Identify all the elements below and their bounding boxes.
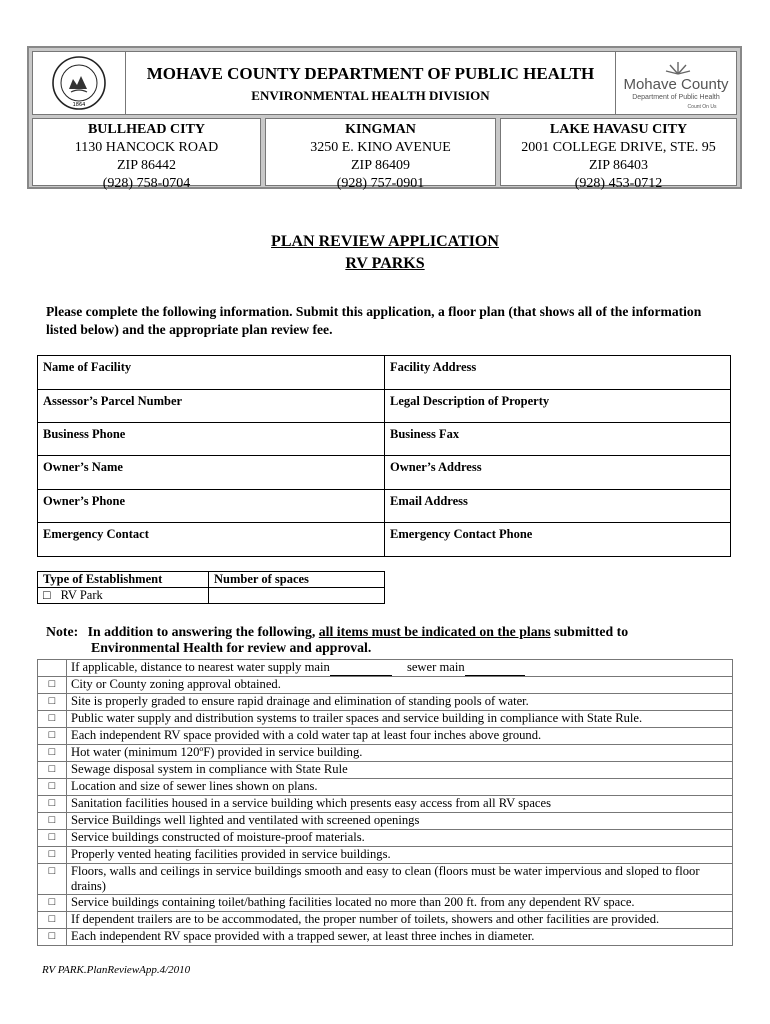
water-main-input[interactable] [330,660,392,676]
header-box [27,46,742,189]
field-parcel-number[interactable]: Assessor’s Parcel Number [38,390,385,423]
checklist-checkbox[interactable]: □ [38,711,67,728]
checklist-checkbox[interactable]: □ [38,779,67,796]
office-address: 3250 E. KINO AVENUE [310,140,451,155]
checklist-item [38,745,733,762]
office-bullhead-city [32,118,261,191]
checklist-text: Service buildings constructed of moisture-proof materials. [67,830,733,847]
checklist-item [38,677,733,694]
table-row [38,456,731,490]
checklist-checkbox[interactable]: □ [38,677,67,694]
header-title-row [32,51,737,115]
type-of-establishment-header: Type of Establishment [38,572,209,588]
office-phone: (928) 758-0704 [102,176,191,191]
field-owners-phone[interactable]: Owner’s Phone [38,490,385,523]
logo-name: Mohave County [623,76,729,93]
rv-park-option[interactable] [38,588,209,604]
checklist-text: Hot water (minimum 120ºF) provided in service building. [67,745,733,762]
number-of-spaces-header: Number of spaces [209,572,385,588]
office-address: 2001 COLLEGE DRIVE, STE. 95 [521,140,716,155]
table-row [38,356,731,390]
requirements-checklist [37,659,733,946]
checklist-item [38,779,733,796]
number-of-spaces-input[interactable] [209,588,385,604]
office-zip: ZIP 86409 [351,158,410,173]
note-prefix: Note: [46,624,79,639]
table-row [38,523,731,557]
form-footer: RV PARK.PlanReviewApp.4/2010 [42,964,191,976]
establishment-table [37,571,385,604]
office-kingman [265,118,496,191]
checklist-text: Sanitation facilities housed in a service building which presents easy access from all RV spaces [67,796,733,813]
checklist-text: City or County zoning approval obtained. [67,677,733,694]
field-emergency-contact[interactable]: Emergency Contact [38,523,385,557]
division-subtitle: ENVIRONMENTAL HEALTH DIVISION [251,88,490,103]
checklist-checkbox[interactable]: □ [38,895,67,912]
office-phone: (928) 757-0901 [336,176,425,191]
office-city: KINGMAN [345,122,416,137]
rv-park-checkbox[interactable]: □ [43,588,51,602]
checklist-item [38,929,733,946]
checklist-item [38,762,733,779]
checklist-checkbox[interactable]: □ [38,762,67,779]
seal-year: 1864 [72,102,86,108]
checklist-text: If dependent trailers are to be accommodated, the proper number of toilets, showers and other facilities are provided. [67,912,733,929]
checklist-checkbox[interactable]: □ [38,796,67,813]
field-business-fax[interactable]: Business Fax [385,423,731,456]
form-subtitle: RV PARKS [345,255,425,272]
table-row [38,390,731,423]
checklist-item [38,847,733,864]
note-underlined: all items must be indicated on the plans [318,624,551,639]
department-title: MOHAVE COUNTY DEPARTMENT OF PUBLIC HEALTH [146,64,595,83]
office-city: BULLHEAD CITY [87,122,206,137]
office-city: LAKE HAVASU CITY [549,122,688,137]
office-phone: (928) 453-0712 [574,176,663,191]
note-paragraph [46,624,746,656]
office-zip: ZIP 86442 [117,158,176,173]
note-line2: Environmental Health for review and approval. [91,640,372,655]
office-zip: ZIP 86403 [589,158,648,173]
field-owners-name[interactable]: Owner’s Name [38,456,385,490]
field-business-phone[interactable]: Business Phone [38,423,385,456]
checklist-text: Public water supply and distribution systems to trailer spaces and service building in compliance with State Rule. [67,711,733,728]
office-lake-havasu-city [500,118,737,191]
checklist-checkbox[interactable]: □ [38,694,67,711]
field-legal-description[interactable]: Legal Description of Property [385,390,731,423]
checklist-item [38,895,733,912]
checklist-text: Each independent RV space provided with a cold water tap at least four inches above ground. [67,728,733,745]
checklist-item [38,864,733,895]
checklist-text: Sewage disposal system in compliance with State Rule [67,762,733,779]
note-tail: submitted to [554,624,629,639]
table-row [38,588,385,604]
field-email-address[interactable]: Email Address [385,490,731,523]
field-emergency-contact-phone[interactable]: Emergency Contact Phone [385,523,731,557]
water-supply-row [38,660,733,677]
checklist-item [38,830,733,847]
checklist-text: Service Buildings well lighted and ventilated with screened openings [67,813,733,830]
checklist-checkbox[interactable]: □ [38,864,67,895]
checklist-checkbox[interactable]: □ [38,929,67,946]
checklist-checkbox[interactable]: □ [38,847,67,864]
intro-instructions: Please complete the following information. Submit this application, a floor plan (that shows all of the information listed below) and the appropriate plan review fee. [46,304,702,337]
checklist-item [38,796,733,813]
checklist-text: Site is properly graded to ensure rapid drainage and elimination of standing pools of water. [67,694,733,711]
checklist-text: Floors, walls and ceilings in service buildings smooth and easy to clean (floors must be water impervious and sloped to floor drains) [67,864,733,895]
mohave-county-logo [615,52,736,114]
note-lead: In addition to answering the following, [87,624,316,639]
field-name-of-facility[interactable]: Name of Facility [38,356,385,390]
checklist-checkbox[interactable]: □ [38,745,67,762]
county-seal [33,52,126,114]
checklist-text: Location and size of sewer lines shown on plans. [67,779,733,796]
logo-tag: Count On Us [687,104,717,110]
checklist-item [38,813,733,830]
checklist-item [38,912,733,929]
table-row [38,572,385,588]
logo-dept: Department of Public Health [632,94,720,101]
form-title: PLAN REVIEW APPLICATION [271,233,499,250]
checklist-text: Each independent RV space provided with a trapped sewer, at least three inches in diameter. [67,929,733,946]
checklist-checkbox[interactable]: □ [38,912,67,929]
table-row [38,423,731,456]
checklist-text: Service buildings containing toilet/bathing facilities located no more than 200 ft. from any dependent RV space. [67,895,733,912]
office-address: 1130 HANCOCK ROAD [74,140,219,155]
field-owners-address[interactable]: Owner’s Address [385,456,731,490]
table-row [38,490,731,523]
field-facility-address[interactable]: Facility Address [385,356,731,390]
facility-info-table [37,355,731,557]
water-main-label: If applicable, distance to nearest water supply main [71,660,330,674]
rv-park-label: RV Park [60,588,103,602]
checklist-checkbox[interactable]: □ [38,813,67,830]
checklist-item [38,694,733,711]
checklist-checkbox[interactable]: □ [38,728,67,745]
checklist-checkbox[interactable]: □ [38,830,67,847]
checklist-item [38,711,733,728]
sewer-main-input[interactable] [465,660,525,676]
checklist-text: Properly vented heating facilities provided in service buildings. [67,847,733,864]
sewer-main-label: sewer main [406,660,465,674]
checklist-item [38,728,733,745]
